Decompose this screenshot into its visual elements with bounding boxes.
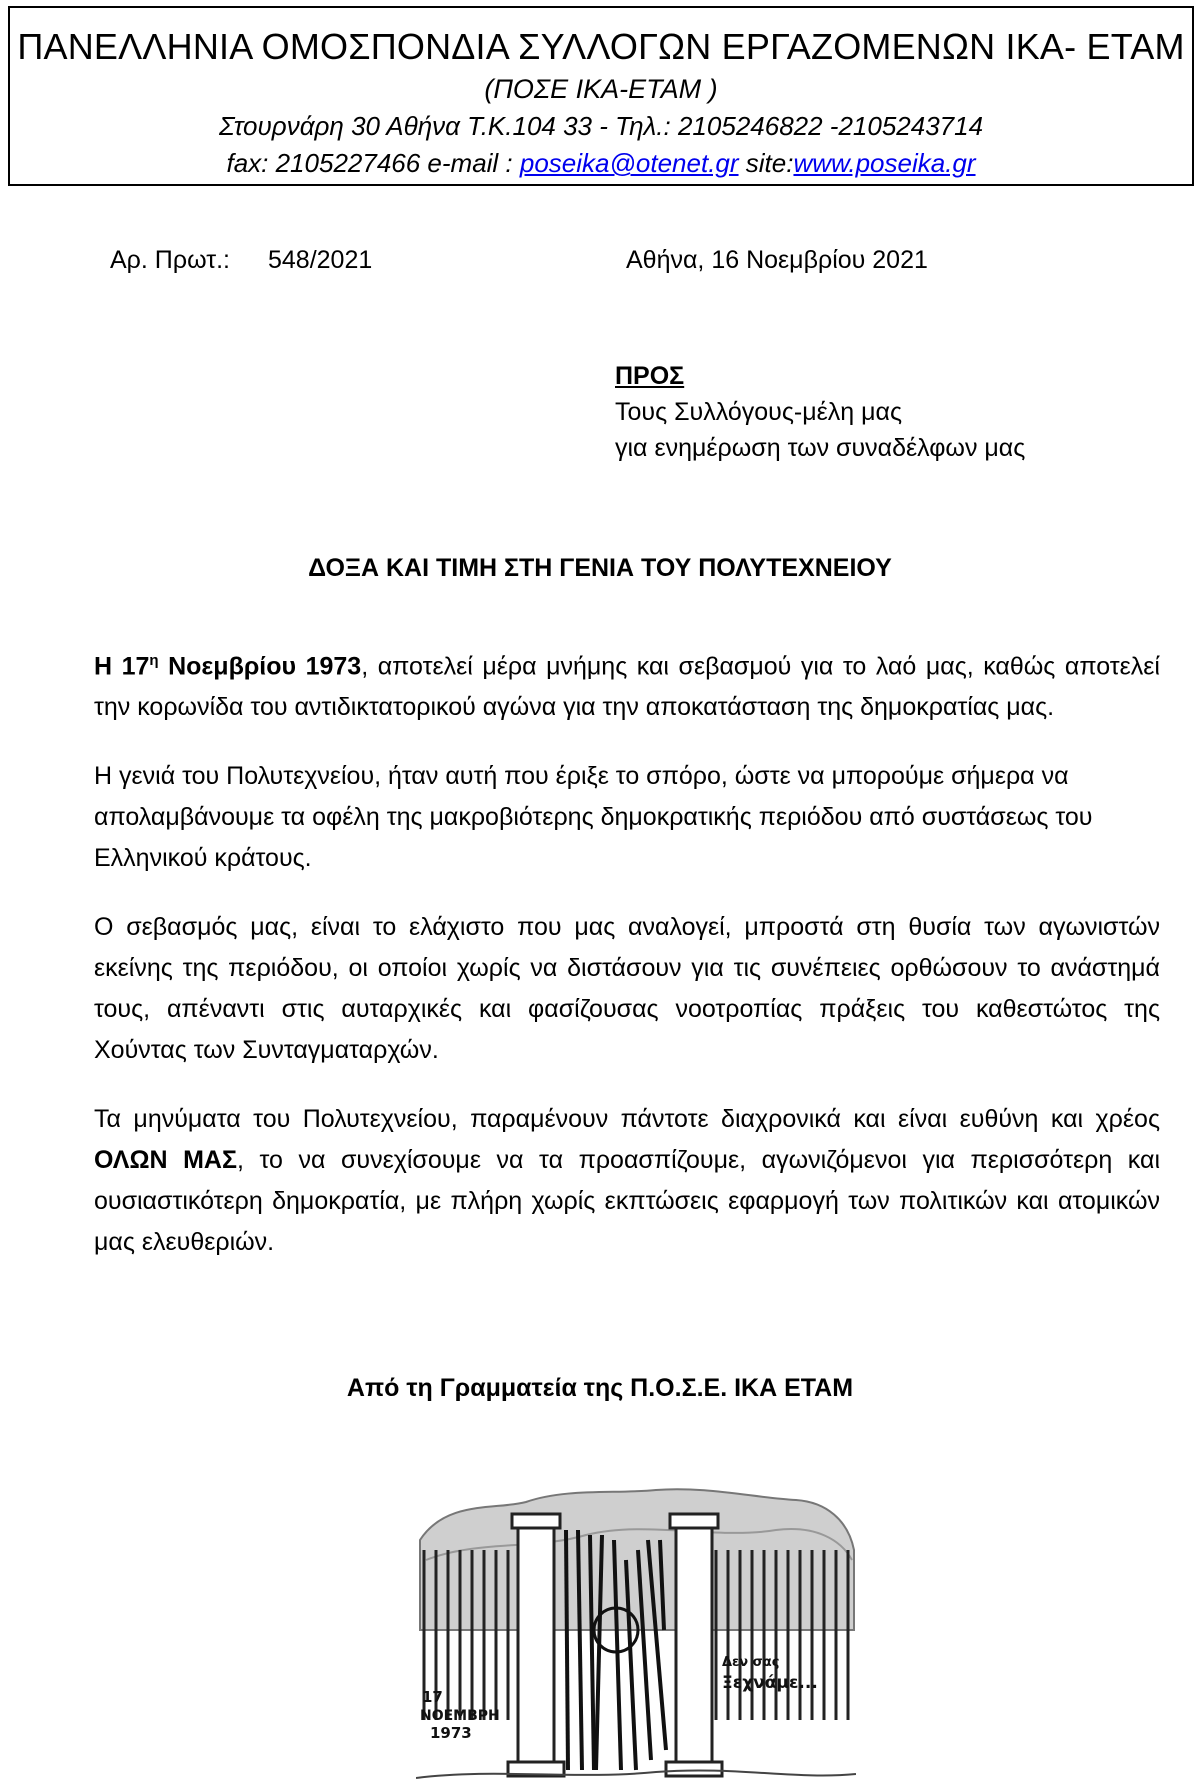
organization-address: Στουρνάρη 30 Αθήνα Τ.Κ.104 33 - Τηλ.: 2105246822 -2105243714 [218, 111, 984, 141]
protocol-number: 548/2021 [268, 246, 373, 274]
paragraph-4-text-b: , το να συνεχίσουμε να τα προασπίζουμε, αγωνιζόμενοι για περισσότερη και ουσιαστικότερη δημοκρατία, με πλήρη χωρίς εκπτώσεις εφαρμογή των πολιτικών και ατομικών μας ελευθεριών. [94, 1146, 1161, 1257]
organization-abbreviation: (ΠΟΣΕ ΙΚΑ-ΕΤΑΜ ) [484, 74, 718, 104]
paragraph-4 [94, 1099, 1160, 1263]
paragraph-4-bold: ΟΛΩΝ ΜΑΣ [94, 1146, 237, 1175]
left-caption-month: ΝΟΕΜΒΡΗ [420, 1708, 500, 1724]
site-label: site: [738, 148, 794, 178]
paragraph-1-text: , αποτελεί μέρα μνήμης και σεβασμού για το λαό μας, καθώς αποτελεί την κορωνίδα του αντιδικτατορικού αγώνα για την αποκατάσταση της δημοκρατίας μας. [94, 652, 1160, 722]
letterhead [8, 6, 1194, 186]
letter-date: Αθήνα, 16 Νοεμβρίου 2021 [626, 246, 928, 274]
date-bold-a: Η 17 [94, 652, 150, 681]
letter-body [94, 640, 1160, 1291]
paragraph-2: Η γενιά του Πολυτεχνείου, ήταν αυτή που έριξε το σπόρο, ώστε να μπορούμε σήμερα να απολαμβάνουμε τα οφέλη της μακροβιότερης δημοκρατικής περιόδου από συστάσεως του Ελληνικού κράτους. [94, 762, 1093, 873]
ground-sketch [416, 1770, 856, 1778]
right-caption-line-1: Δεν σας [722, 1655, 780, 1670]
recipient-block [615, 358, 1025, 466]
letter-title: ΔΟΞΑ ΚΑΙ ΤΙΜΗ ΣΤΗ ΓΕΝΙΑ ΤΟΥ ΠΟΛΥΤΕΧΝΕΙΟΥ [308, 554, 892, 582]
paragraph-1 [94, 640, 1160, 728]
paragraph-4-text-a: Τα μηνύματα του Πολυτεχνείου, παραμένουν πάντοτε διαχρονικά και είναι ευθύνη και χρέος [94, 1105, 1160, 1134]
date-bold-b: Νοεμβρίου 1973 [158, 652, 362, 681]
email-link[interactable]: poseika@otenet.gr [519, 148, 739, 178]
signature: Από τη Γραμματεία της Π.Ο.Σ.Ε. ΙΚΑ ΕΤΑΜ [346, 1374, 854, 1402]
recipient-label: ΠΡΟΣ [615, 362, 685, 390]
protocol-label: Αρ. Πρωτ.: [110, 246, 230, 274]
left-caption-year: 1973 [430, 1724, 472, 1742]
fax-email-label: fax: 2105227466 e-mail : [226, 148, 520, 178]
website-link[interactable]: www.poseika.gr [793, 148, 976, 178]
organization-contact [10, 148, 1192, 179]
recipient-line-2: για ενημέρωση των συναδέλφων μας [615, 434, 1026, 462]
right-caption-line-2: Ξεχνάμε... [722, 1673, 818, 1693]
recipient-line-1: Τους Συλλόγους-μέλη μας [615, 398, 902, 426]
ordinal-superscript: η [149, 652, 159, 669]
organization-name: ΠΑΝΕΛΛΗΝΙΑ ΟΜΟΣΠΟΝΔΙΑ ΣΥΛΛΟΓΩΝ ΕΡΓΑΖΟΜΕΝΩΝ ΙΚΑ- ΕΤΑΜ [17, 26, 1185, 67]
polytechnic-gate-drawing [416, 1480, 856, 1788]
paragraph-3: Ο σεβασμός μας, είναι το ελάχιστο που μας αναλογεί, μπροστά στη θυσία των αγωνιστών εκείνης της περιόδου, οι οποίοι χωρίς να διστάσουν για τις συνέπειες ορθώσουν το ανάστημά τους, απέναντι στις αυταρχικές και φασίζουσας νοοτροπίας πράξεις του καθεστώτος της Χούντας των Συνταγματαρχών. [94, 913, 1160, 1065]
left-caption-day: 17 [422, 1688, 443, 1706]
